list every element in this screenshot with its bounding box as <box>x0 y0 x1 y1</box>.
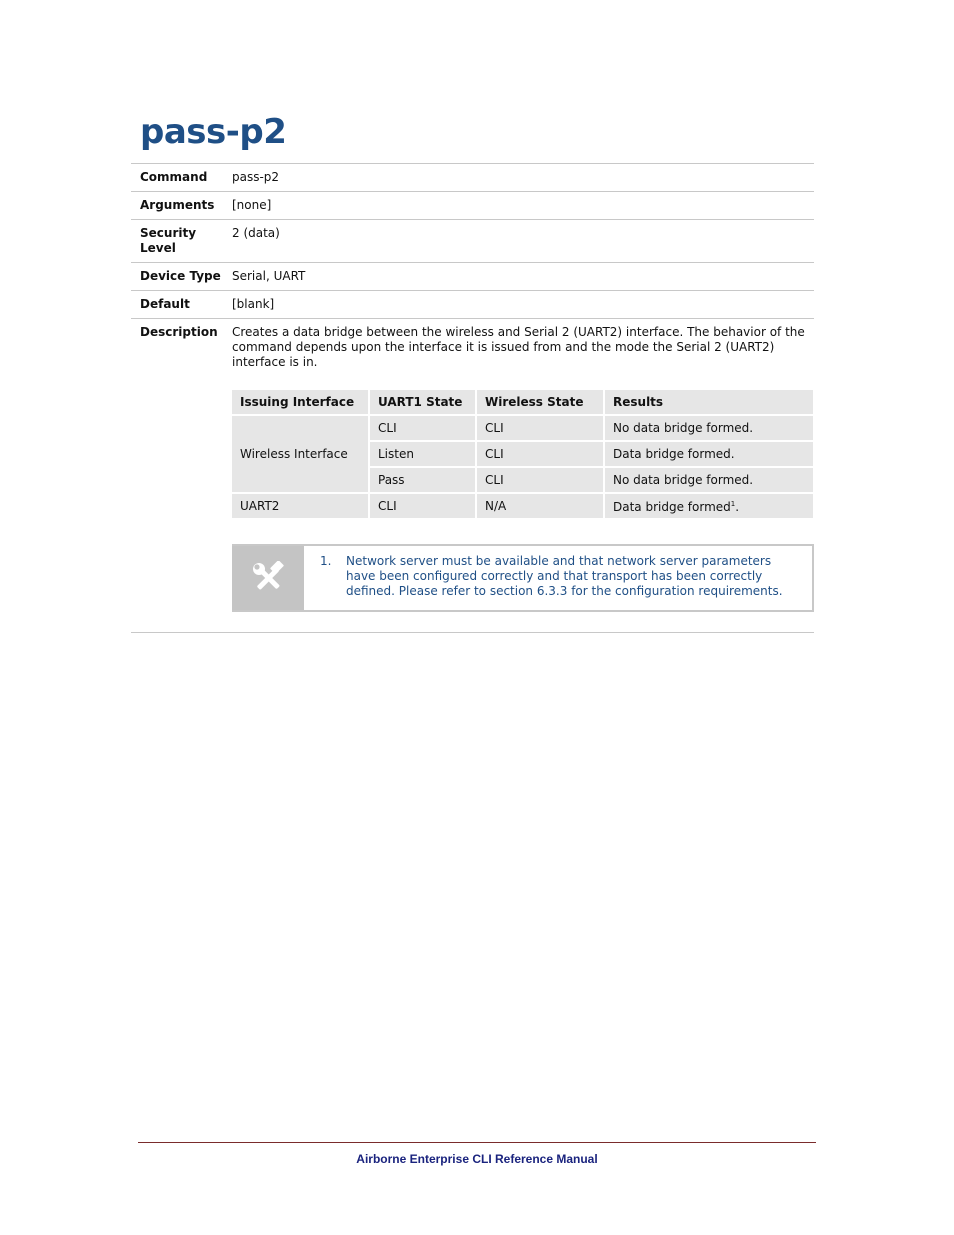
issuing-interface-cell: UART2 <box>232 494 368 518</box>
uart1-state-cell: Pass <box>370 468 475 492</box>
property-row <box>131 263 814 291</box>
property-value: 2 (data) <box>232 226 280 240</box>
result-suffix: . <box>735 500 740 514</box>
property-row <box>131 192 814 220</box>
uart1-state-cell: CLI <box>370 416 475 440</box>
footer-divider <box>138 1142 816 1143</box>
page-title: pass-p2 <box>140 112 287 152</box>
description-content <box>232 319 825 632</box>
note-body <box>304 546 812 610</box>
property-label: Arguments <box>140 198 215 212</box>
state-table <box>230 388 815 520</box>
footnote-marker: 1 <box>730 500 736 508</box>
property-value: Serial, UART <box>232 269 306 283</box>
description-row <box>131 319 814 633</box>
table-row <box>232 494 813 518</box>
column-header: UART1 State <box>370 390 475 414</box>
result-cell: No data bridge formed. <box>605 416 813 440</box>
property-row <box>131 220 814 263</box>
note-number: 1. <box>320 554 332 568</box>
property-label: Default <box>140 297 190 311</box>
command-properties <box>131 163 814 633</box>
result-text: Data bridge formed <box>613 500 731 514</box>
wireless-state-cell: CLI <box>477 416 603 440</box>
property-label: Command <box>140 170 208 184</box>
result-cell: No data bridge formed. <box>605 468 813 492</box>
wireless-state-cell: CLI <box>477 468 603 492</box>
column-header: Wireless State <box>477 390 603 414</box>
note-box <box>232 544 814 612</box>
property-value: [none] <box>232 198 272 212</box>
property-row <box>131 291 814 319</box>
issuing-interface-cell: Wireless Interface <box>232 416 368 492</box>
result-cell <box>605 494 813 518</box>
note-icon-panel <box>232 546 304 610</box>
uart1-state-cell: CLI <box>370 494 475 518</box>
property-row <box>131 164 814 192</box>
note-item <box>320 554 802 599</box>
note-text: Network server must be available and that network server parameters have been configured correctly and that transport has been correctly defined. Please refer to section 6.3.3 for the configuration requirements. <box>346 554 783 598</box>
property-value: pass-p2 <box>232 170 280 184</box>
wireless-state-cell: CLI <box>477 442 603 466</box>
column-header: Results <box>605 390 813 414</box>
wireless-state-cell: N/A <box>477 494 603 518</box>
table-header-row <box>232 390 813 414</box>
table-row <box>232 416 813 440</box>
result-cell: Data bridge formed. <box>605 442 813 466</box>
description-text: Creates a data bridge between the wireless and Serial 2 (UART2) interface. The behavior of the command depends upon the interface it is issued from and the mode the Serial 2 (UART2) interface is in. <box>232 325 805 369</box>
property-label: Description <box>140 325 218 339</box>
property-label: Device Type <box>140 269 221 283</box>
property-value: [blank] <box>232 297 275 311</box>
property-label: Security Level <box>140 226 197 255</box>
tools-icon <box>251 561 285 595</box>
uart1-state-cell: Listen <box>370 442 475 466</box>
footer-text: Airborne Enterprise CLI Reference Manual <box>356 1152 598 1166</box>
column-header: Issuing Interface <box>232 390 368 414</box>
